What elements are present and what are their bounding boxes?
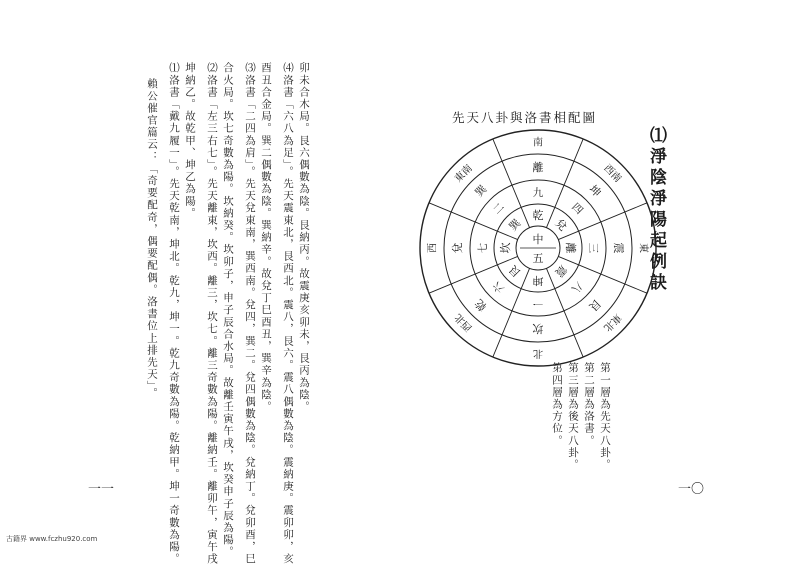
footer-watermark: 古籍界 www.fczhu920.com xyxy=(6,535,98,543)
direction-label-2: 西南 xyxy=(601,162,624,185)
section-3-line-1: ⑶洛書「二四為肩」。先天兌東南，巽西南。兌四，巽二。兌四偶數為陰。兌納丁。兌卯酉，巳 xyxy=(244,62,256,565)
luoshu-number-4: 八 xyxy=(569,279,586,296)
intro-line: 賴公催官篇云：「奇要配奇，偶要配偶。洛書位上排先天」。 xyxy=(146,78,158,400)
section-1-line-2: 坤納乙。故乾甲、坤乙為陽。 xyxy=(184,62,196,220)
trigram-label-6: 艮 xyxy=(506,262,524,280)
luoshu-number-8: 二 xyxy=(490,200,507,217)
luoshu-number-6: 六 xyxy=(490,279,507,296)
note-layer-4: 第四層為方位。 xyxy=(551,362,563,447)
houtian-label-3: 震 xyxy=(612,242,626,254)
right-page xyxy=(396,0,793,548)
trigram-label-2: 兌 xyxy=(552,216,570,234)
trigram-label-8: 巽 xyxy=(506,216,524,234)
houtian-label-8: 巽 xyxy=(472,182,490,200)
page-number-right: 一〇 xyxy=(678,482,705,497)
note-layer-2: 第二層為洛書。 xyxy=(583,362,595,447)
section-4-line-2: 卯未合木局。艮六偶數為陰。艮納丙。故震庚亥卯未，艮丙為陰。 xyxy=(298,62,310,413)
houtian-label-5: 坎 xyxy=(532,322,544,336)
diagram-title: 先天八卦與洛書相配圖 xyxy=(452,110,598,125)
houtian-label-1: 離 xyxy=(532,160,544,174)
section-1-line-1: ⑴洛書「戴九履一」。先天乾南，坤北。乾九，坤一。乾九奇數為陽。乾納甲。坤一奇數為陽。 xyxy=(168,62,180,565)
houtian-label-7: 兌 xyxy=(450,242,464,254)
center-char-2: 五 xyxy=(532,252,544,265)
section-2-line-1: ⑵洛書「左三右七」。先天離東，坎西。離三，坎七。離三奇數為陽。離納壬。離卯午，寅午戌 xyxy=(206,62,218,565)
section-3-line-2: 酉丑合金局。巽二偶數為陰。巽納辛。故兌丁巳酉丑，巽辛為陰。 xyxy=(260,62,272,413)
houtian-label-6: 乾 xyxy=(472,296,490,314)
section-title: ⑴淨陰淨陽起例訣 xyxy=(646,126,666,294)
trigram-label-7: 坎 xyxy=(498,242,512,254)
left-page xyxy=(0,0,396,565)
bagua-luoshu-diagram xyxy=(418,128,658,368)
note-layer-1: 第一層為先天八卦。 xyxy=(599,362,611,471)
note-layer-3: 第三層為後天八卦。 xyxy=(567,362,579,471)
trigram-label-3: 離 xyxy=(564,242,578,254)
houtian-label-4: 艮 xyxy=(586,296,604,314)
section-2-line-2: 合火局。坎七奇數為陽。坎納癸。坎卯子，申子辰合水局。故離壬寅午戌，坎癸申子辰為陽。 xyxy=(222,62,234,559)
luoshu-number-7: 七 xyxy=(476,242,489,254)
direction-label-4: 東北 xyxy=(601,311,624,334)
center-char-1: 中 xyxy=(532,233,544,246)
luoshu-number-5: 一 xyxy=(532,297,544,310)
direction-label-8: 東南 xyxy=(452,162,475,185)
direction-label-7: 西 xyxy=(427,243,439,253)
direction-label-5: 北 xyxy=(533,347,543,359)
trigram-label-5: 坤 xyxy=(532,274,544,288)
direction-label-6: 西北 xyxy=(452,311,475,334)
luoshu-number-3: 三 xyxy=(587,242,600,254)
luoshu-number-2: 四 xyxy=(569,200,586,217)
direction-label-1: 南 xyxy=(533,137,543,149)
trigram-label-4: 震 xyxy=(552,262,570,280)
trigram-label-1: 乾 xyxy=(532,208,544,222)
page-number-left: 一一 xyxy=(88,482,115,497)
section-4-line-1: ⑷洛書「六八為足」。先天震東北，艮西北。震八，艮六。震八偶數為陰。震納庚。震卯卯，亥 xyxy=(282,62,294,565)
houtian-label-2: 坤 xyxy=(586,182,604,200)
direction-label-3: 東 xyxy=(637,243,649,253)
luoshu-number-1: 九 xyxy=(532,186,544,199)
